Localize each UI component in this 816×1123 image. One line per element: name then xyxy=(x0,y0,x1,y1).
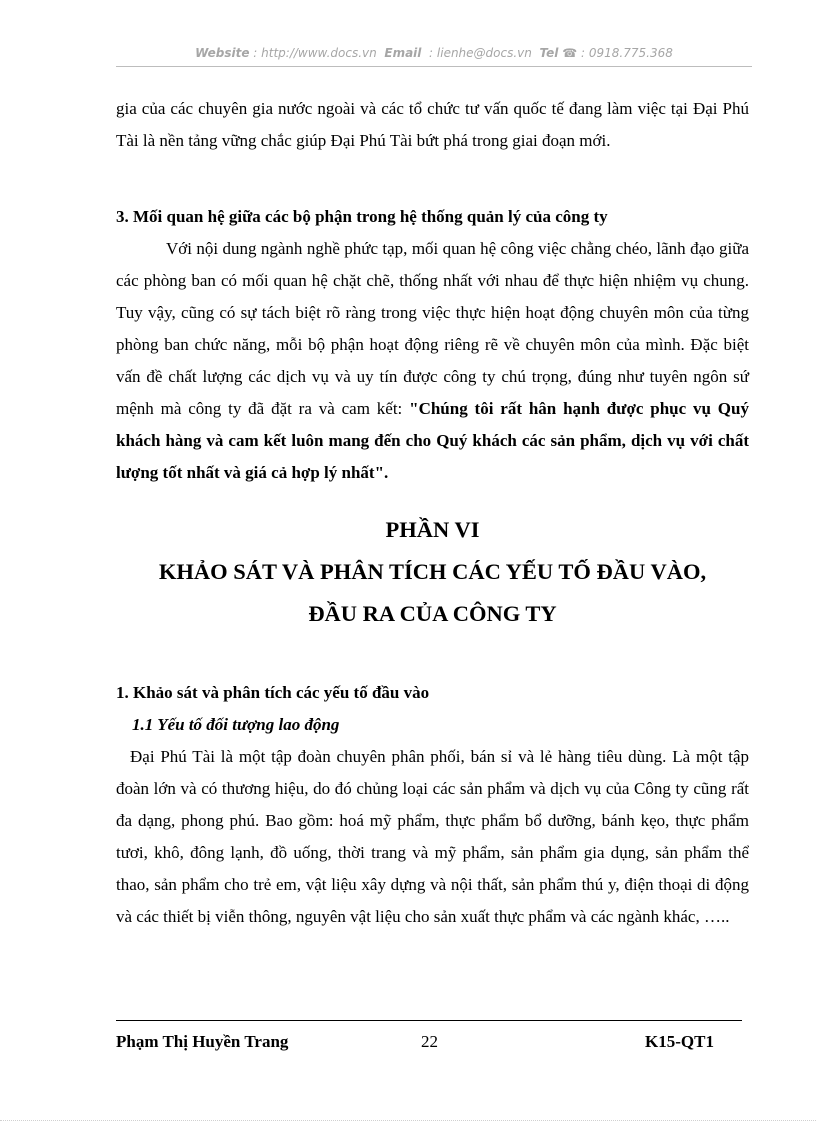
bottom-dotted-edge xyxy=(0,1120,816,1121)
author-name: Phạm Thị Huyền Trang xyxy=(116,1032,289,1051)
website-label: Website xyxy=(195,46,250,60)
section-1-1-paragraph: Đại Phú Tài là một tập đoàn chuyên phân phối, bán sỉ và lẻ hàng tiêu dùng. Là một tập đoàn lớn và có thương hiệu, do đó chủng loại các sản phẩm và dịch vụ của Công ty cũng rất đa dạng, phong phú. Bao gồm: hoá mỹ phẩm, thực phẩm bổ dưỡng, bánh kẹo, thực phẩm tươi, khô, đông lạnh, đồ uống, thời trang và mỹ phẩm, sản phẩm gia dụng, sản phẩm thể thao, sản phẩm cho trẻ em, vật liệu xây dựng và nội thất, sản phẩm thú y, điện thoại di động và các thiết bị viễn thông, nguyên vật liệu cho sản xuất thực phẩm và các ngành khác, ….. xyxy=(116,747,749,926)
part-heading xyxy=(116,509,749,635)
email-label: Email xyxy=(384,46,422,60)
page-header xyxy=(116,46,752,60)
footer-divider xyxy=(116,1020,742,1021)
page-number: 22 xyxy=(421,1032,438,1051)
section-1-heading: 1. Khảo sát và phân tích các yếu tố đầu vào xyxy=(116,683,430,702)
part-title-line2: ĐẦU RA CỦA CÔNG TY xyxy=(308,601,557,626)
part-number: PHẦN VI xyxy=(385,517,480,542)
header-divider xyxy=(116,66,752,67)
class-code: K15-QT1 xyxy=(645,1032,714,1051)
section-3-quote: "Chúng tôi rất hân hạnh được phục vụ Quý khách hàng và cam kết luôn mang đến cho Quý khách các sản phẩm, dịch vụ với chất lượng tốt nhất và giá cả hợp lý nhất". xyxy=(116,399,749,482)
section-3-paragraph xyxy=(116,233,749,489)
section-3-heading: 3. Mối quan hệ giữa các bộ phận trong hệ thống quản lý của công ty xyxy=(116,207,608,226)
website-url[interactable]: : http://www.docs.vn xyxy=(253,46,377,60)
tel-number: ☎ : 0918.775.368 xyxy=(562,46,673,60)
part-title-line1: KHẢO SÁT VÀ PHÂN TÍCH CÁC YẾU TỐ ĐẦU VÀO, xyxy=(158,559,707,584)
section-1-1-heading: 1.1 Yếu tố đối tượng lao động xyxy=(132,715,340,734)
email-address[interactable]: : lienhe@docs.vn xyxy=(429,46,532,60)
tel-label: Tel xyxy=(539,46,559,60)
section-3-text: Với nội dung ngành nghề phức tạp, mối quan hệ công việc chằng chéo, lãnh đạo giữa các phòng ban có mối quan hệ chặt chẽ, thống nhất với nhau để thực hiện nhiệm vụ chung. Tuy vậy, cũng có sự tách biệt rõ ràng trong việc thực hiện hoạt động chuyên môn của từng phòng ban chức năng, mỗi bộ phận hoạt động riêng rẽ về chuyên môn của mình. Đặc biệt vấn đề chất lượng các dịch vụ và uy tín được công ty chú trọng, đúng như tuyên ngôn sứ mệnh mà công ty đã đặt ra và cam kết: xyxy=(116,239,749,418)
document-body xyxy=(116,93,749,933)
paragraph-continued: gia của các chuyên gia nước ngoài và các tổ chức tư vấn quốc tế đang làm việc tại Đại Phú Tài là nền tảng vững chắc giúp Đại Phú Tài bứt phá trong giai đoạn mới. xyxy=(116,99,749,150)
